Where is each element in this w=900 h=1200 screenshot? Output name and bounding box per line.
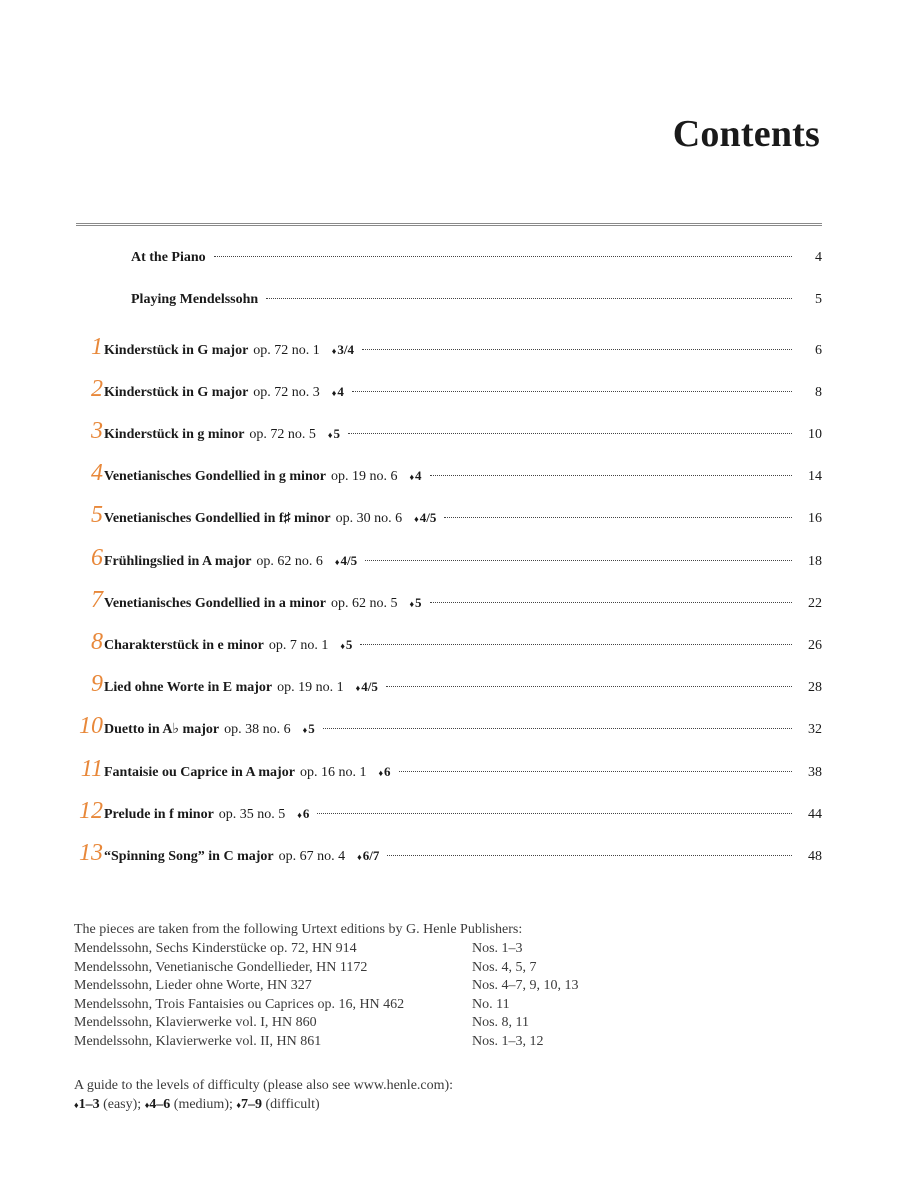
toc-entry [104, 637, 800, 654]
toc-entry [104, 426, 800, 443]
toc-row [76, 377, 822, 407]
piece-title: Venetianisches Gondellied in g minor [104, 469, 326, 484]
page-number: 6 [815, 343, 822, 358]
diamond-icon: ♦ [331, 388, 337, 398]
opus-number: op. 35 no. 5 [218, 807, 286, 822]
page-number: 14 [808, 469, 822, 484]
edition-pieces: Nos. 8, 11 [472, 1015, 530, 1030]
piece-title: Fantaisie ou Caprice in A major [104, 765, 295, 780]
level-range [145, 1097, 171, 1112]
piece-number: 10 [79, 713, 103, 739]
guide-intro: A guide to the levels of difficulty (please also see www.henle.com): [74, 1078, 454, 1093]
edition-name: Mendelssohn, Venetianische Gondellieder, HN 1172 [74, 959, 368, 975]
difficulty-guide [74, 1076, 453, 1115]
difficulty-level [340, 637, 352, 653]
page-number: 5 [815, 292, 822, 307]
piece-number: 8 [91, 629, 103, 655]
opus-number: op. 67 no. 4 [278, 849, 346, 864]
edition-name: Mendelssohn, Klavierwerke vol. II, HN 861 [74, 1033, 322, 1049]
piece-number: 12 [79, 798, 103, 824]
page-number: 22 [808, 596, 822, 611]
difficulty-value: 6/7 [362, 848, 380, 863]
diamond-icon: ♦ [327, 430, 333, 440]
toc-row [76, 630, 822, 660]
toc-entry [104, 595, 800, 612]
diamond-icon: ♦ [409, 599, 415, 609]
opus-number: op. 72 no. 3 [253, 385, 320, 400]
difficulty-level [409, 468, 421, 484]
page-number: 38 [808, 765, 822, 780]
difficulty-value: 5 [415, 595, 422, 610]
difficulty-level [335, 553, 357, 569]
toc-row [76, 588, 822, 618]
difficulty-value: 5 [308, 721, 315, 736]
difficulty-value: 5 [345, 637, 353, 652]
diamond-icon: ♦ [297, 810, 302, 820]
opus-number: op. 30 no. 6 [335, 511, 403, 526]
dot-leader [317, 813, 792, 814]
piece-title: Venetianisches Gondellied in a minor [104, 596, 326, 611]
diamond-icon: ♦ [334, 557, 340, 567]
edition-row [74, 1033, 579, 1052]
dot-leader [352, 391, 792, 392]
diamond-icon: ♦ [74, 1100, 79, 1110]
diamond-icon: ♦ [331, 346, 337, 356]
opus-number: op. 72 no. 1 [253, 343, 320, 358]
source-editions [74, 922, 579, 1051]
difficulty-level [332, 384, 344, 400]
page-number: 10 [808, 427, 822, 442]
toc-entry [104, 510, 800, 527]
toc-entry [104, 553, 800, 570]
piece-title: Kinderstück in g minor [104, 427, 245, 442]
edition-row [74, 996, 579, 1015]
difficulty-level [303, 721, 315, 737]
level-label: (difficult) [265, 1097, 320, 1112]
toc-row [76, 841, 822, 871]
diamond-icon: ♦ [144, 1100, 150, 1110]
difficulty-value: 4/5 [340, 553, 358, 568]
diamond-icon: ♦ [357, 852, 362, 862]
difficulty-value: 4/5 [361, 679, 378, 694]
edition-row [74, 940, 579, 959]
piece-title: Frühlingslied in A major [104, 554, 252, 569]
toc-row [76, 503, 822, 533]
page-title: Contents [672, 113, 820, 155]
toc-row [76, 292, 822, 322]
piece-number: 6 [91, 545, 103, 571]
dot-leader [430, 602, 792, 603]
difficulty-value: 6 [302, 806, 310, 821]
toc-entry [131, 292, 800, 308]
difficulty-level [409, 595, 421, 611]
toc-entry [104, 848, 800, 865]
edition-pieces: Nos. 4, 5, 7 [472, 959, 537, 975]
opus-number: op. 62 no. 6 [256, 554, 323, 569]
opus-number: op. 38 no. 6 [224, 722, 291, 737]
dot-leader [365, 560, 792, 561]
edition-pieces: No. 11 [472, 996, 510, 1012]
dot-leader [360, 644, 792, 645]
opus-number: op. 7 no. 1 [268, 638, 329, 653]
opus-number: op. 62 no. 5 [330, 596, 398, 611]
piece-title: Kinderstück in G major [104, 343, 249, 358]
edition-row [74, 1014, 579, 1033]
toc-entry [104, 468, 800, 485]
piece-number: 11 [80, 756, 103, 782]
difficulty-level [378, 764, 390, 780]
piece-number: 9 [91, 671, 103, 697]
edition-name: Mendelssohn, Trois Fantaisies ou Caprices op. 16, HN 462 [74, 996, 405, 1012]
diamond-icon: ♦ [378, 768, 384, 778]
toc-row [76, 714, 822, 744]
difficulty-level [357, 848, 379, 864]
page-number: 18 [808, 554, 822, 569]
piece-number: 7 [91, 587, 103, 613]
opus-number: op. 19 no. 1 [277, 680, 344, 695]
opus-number: op. 72 no. 5 [249, 427, 316, 442]
piece-number: 1 [91, 334, 103, 360]
piece-title: Kinderstück in G major [104, 385, 249, 400]
page-number: 32 [808, 722, 822, 737]
piece-title: Duetto in A♭ major [104, 722, 220, 737]
difficulty-level [332, 342, 354, 358]
sources-intro: The pieces are taken from the following Urtext editions by G. Henle Publishers: [74, 922, 523, 937]
difficulty-level [297, 806, 309, 822]
edition-pieces: Nos. 1–3, 12 [472, 1033, 544, 1049]
opus-number: op. 19 no. 6 [330, 469, 398, 484]
difficulty-level [328, 426, 340, 442]
level-label: (easy); [103, 1097, 142, 1112]
toc-row [76, 250, 822, 280]
edition-pieces: Nos. 4–7, 9, 10, 13 [472, 978, 579, 993]
dot-leader [214, 256, 792, 257]
difficulty-value: 3/4 [337, 342, 354, 357]
dot-leader [266, 298, 792, 299]
piece-number: 5 [91, 502, 103, 528]
diamond-icon: ♦ [409, 472, 415, 482]
difficulty-value: 4 [337, 384, 344, 399]
toc-row [76, 799, 822, 829]
toc-row [76, 672, 822, 702]
toc-row [76, 757, 822, 787]
piece-number: 2 [91, 376, 103, 402]
edition-row [74, 977, 579, 996]
page-number: 48 [808, 849, 822, 864]
level-value: 4–6 [149, 1097, 171, 1112]
toc-entry [104, 384, 800, 401]
piece-title: Charakterstück in e minor [104, 638, 264, 653]
toc-row [76, 546, 822, 576]
diamond-icon: ♦ [355, 683, 361, 693]
guide-levels [74, 1095, 453, 1115]
toc-entry [104, 764, 800, 781]
toc-entry [104, 721, 800, 738]
diamond-icon: ♦ [302, 725, 308, 735]
diamond-icon: ♦ [236, 1100, 241, 1110]
difficulty-value: 5 [333, 426, 340, 441]
edition-name: Mendelssohn, Klavierwerke vol. I, HN 860 [74, 1015, 317, 1030]
page-number: 8 [815, 385, 822, 400]
level-value: 1–3 [78, 1097, 100, 1112]
level-range [74, 1097, 100, 1112]
edition-name: Mendelssohn, Lieder ohne Worte, HN 327 [74, 978, 312, 993]
piece-number: 13 [79, 840, 103, 866]
toc-row [76, 419, 822, 449]
edition-pieces: Nos. 1–3 [472, 941, 523, 956]
page-number: 4 [815, 250, 822, 265]
page-number: 16 [808, 511, 822, 526]
difficulty-level [414, 510, 436, 526]
piece-title: Venetianisches Gondellied in f♯ minor [104, 511, 331, 526]
difficulty-value: 4 [415, 468, 422, 483]
dot-leader [386, 686, 792, 687]
level-value: 7–9 [240, 1097, 262, 1112]
page-number: 26 [808, 638, 822, 653]
edition-row [74, 959, 579, 978]
level-range [236, 1097, 262, 1112]
dot-leader [444, 517, 792, 518]
piece-number: 4 [91, 460, 103, 486]
dot-leader [362, 349, 792, 350]
diamond-icon: ♦ [340, 641, 345, 651]
diamond-icon: ♦ [414, 514, 419, 524]
toc-entry [104, 679, 800, 696]
piece-title: “Spinning Song” in C major [104, 849, 274, 864]
level-label: (medium); [173, 1097, 233, 1112]
toc-entry [131, 250, 800, 266]
piece-title: At the Piano [131, 250, 206, 265]
dot-leader [348, 433, 792, 434]
dot-leader [323, 728, 792, 729]
toc-entry [104, 806, 800, 823]
edition-name: Mendelssohn, Sechs Kinderstücke op. 72, HN 914 [74, 941, 357, 956]
page-number: 28 [808, 680, 822, 695]
piece-title: Prelude in f minor [104, 807, 214, 822]
toc-entry [104, 342, 800, 359]
toc-row [76, 335, 822, 365]
page-number: 44 [808, 807, 822, 822]
toc-row [76, 461, 822, 491]
difficulty-level [356, 679, 378, 695]
dot-leader [399, 771, 792, 772]
piece-title: Lied ohne Worte in E major [104, 680, 273, 695]
dot-leader [387, 855, 792, 856]
dot-leader [430, 475, 792, 476]
opus-number: op. 16 no. 1 [299, 765, 367, 780]
piece-title: Playing Mendelssohn [131, 292, 259, 307]
piece-number: 3 [91, 418, 103, 444]
difficulty-value: 4/5 [419, 510, 437, 525]
difficulty-value: 6 [384, 764, 391, 779]
